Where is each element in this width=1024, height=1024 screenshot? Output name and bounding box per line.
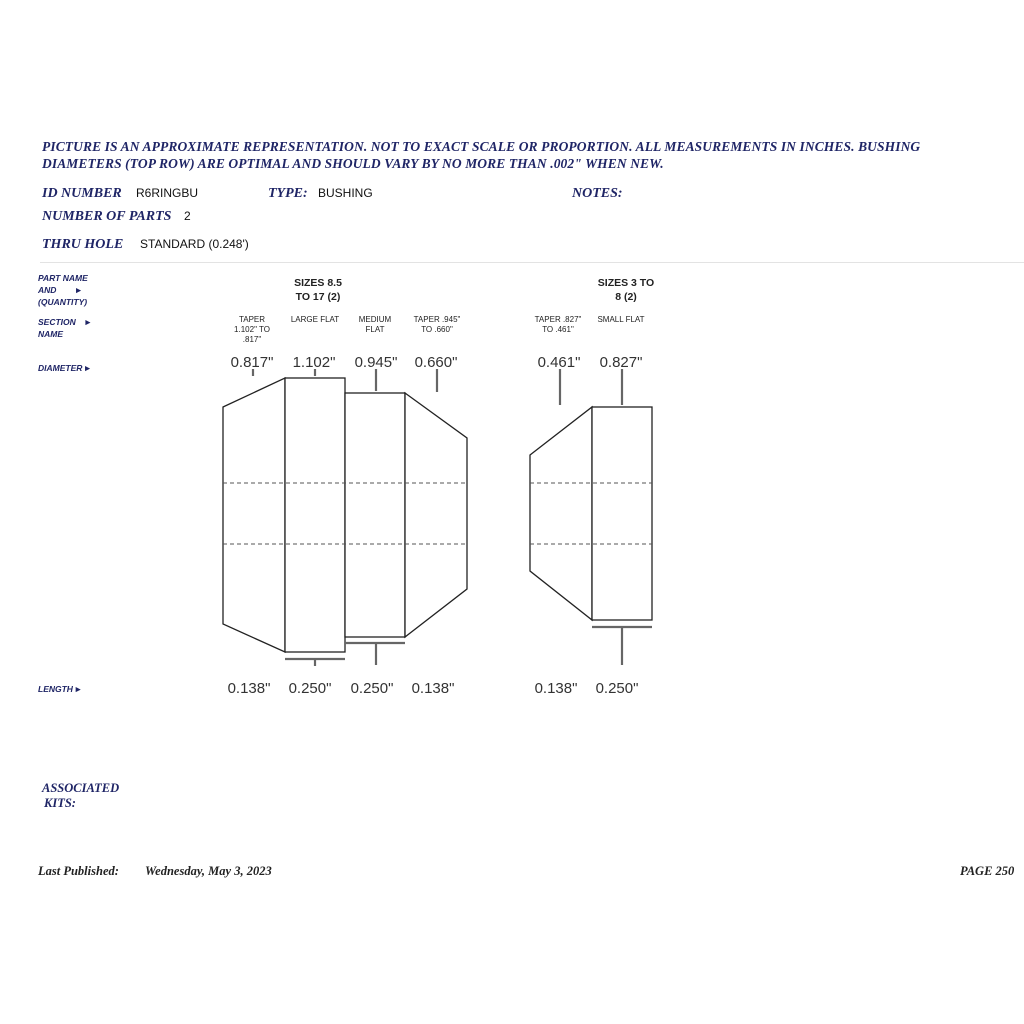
thru-hole-label: THRU HOLE	[42, 237, 124, 252]
last-published-label: Last Published:	[38, 864, 119, 878]
arrow-right-icon: ►	[73, 684, 83, 694]
part-name-label-line3: (QUANTITY)	[38, 297, 88, 307]
diameter-value: 0.945"	[354, 354, 398, 371]
notes-label: NOTES:	[572, 186, 623, 201]
section-name-line2: FLAT	[365, 325, 385, 334]
section-name-line1: SMALL FLAT	[597, 315, 645, 324]
group-title-line1: SIZES 8.5	[294, 277, 342, 289]
arrow-right-icon: ►	[74, 285, 83, 295]
section-name-line1: TAPER	[238, 315, 266, 324]
taper-small-outline	[530, 407, 592, 620]
type-label: TYPE:	[268, 186, 308, 201]
id-number-label: ID NUMBER	[42, 186, 122, 201]
associated-kits-label	[42, 781, 119, 811]
section-label-line2: NAME	[38, 329, 64, 339]
length-value: 0.250"	[595, 680, 639, 697]
number-of-parts-value: 2	[184, 209, 191, 223]
thru-hole-value: STANDARD (0.248')	[140, 237, 249, 251]
small-flat-outline	[592, 407, 652, 620]
section-name-line2: TO .461"	[542, 325, 574, 334]
arrow-right-icon: ►	[83, 363, 92, 373]
id-number-value: R6RINGBU	[136, 186, 199, 200]
length-value: 0.138"	[411, 680, 455, 697]
diameter-value: 0.660"	[414, 354, 458, 371]
section-name-line1: TAPER .945"	[413, 315, 461, 324]
diameter-value: 1.102"	[292, 354, 336, 371]
taper-medium-outline	[405, 393, 467, 637]
group-title-line1: SIZES 3 TO	[597, 277, 655, 289]
section-name-line1: TAPER .827"	[534, 315, 582, 324]
part-name-label-line1: PART NAME	[38, 273, 88, 283]
medium-flat-outline	[345, 393, 405, 637]
length-value: 0.138"	[534, 680, 578, 697]
disclaimer-text: PICTURE IS AN APPROXIMATE REPRESENTATION. NOT TO EXACT SCALE OR PROPORTION. ALL MEASUREMENTS IN INCHES. BUSHING DIAMETERS (TOP ROW) ARE OPTIMAL AND SHOULD VARY BY NO MORE THAN .002" WHEN NEW.	[42, 139, 921, 171]
section-name-line1: LARGE FLAT	[290, 315, 340, 324]
length-label: LENGTH	[38, 684, 73, 694]
diameter-value: 0.827"	[599, 354, 643, 371]
number-of-parts-label: NUMBER OF PARTS	[42, 209, 172, 224]
taper-large-outline	[223, 378, 285, 652]
arrow-right-icon: ►	[83, 317, 93, 327]
associated-kits-line2: KITS:	[44, 796, 76, 810]
length-value: 0.250"	[350, 680, 394, 697]
group-title-line2: TO 17 (2)	[295, 291, 341, 303]
part-name-label-line2: AND	[38, 285, 57, 295]
type-value: BUSHING	[318, 186, 373, 200]
diameter-value: 0.461"	[537, 354, 581, 371]
diameter-value: 0.817"	[230, 354, 274, 371]
group-title-line2: 8 (2)	[615, 291, 637, 303]
page-number: PAGE 250	[960, 864, 1015, 878]
length-value: 0.138"	[227, 680, 271, 697]
large-flat-outline	[285, 378, 345, 652]
section-name-line2: TO .660"	[421, 325, 453, 334]
section-name-line3: .817"	[242, 335, 262, 344]
section-name-line2: 1.102" TO	[234, 325, 270, 334]
section-label-line1: SECTION	[38, 317, 76, 327]
last-published-date: Wednesday, May 3, 2023	[145, 864, 272, 878]
associated-kits-line1: ASSOCIATED	[42, 781, 120, 795]
length-value: 0.250"	[288, 680, 332, 697]
diameter-label: DIAMETER	[38, 363, 83, 373]
section-name-line1: MEDIUM	[358, 315, 392, 324]
